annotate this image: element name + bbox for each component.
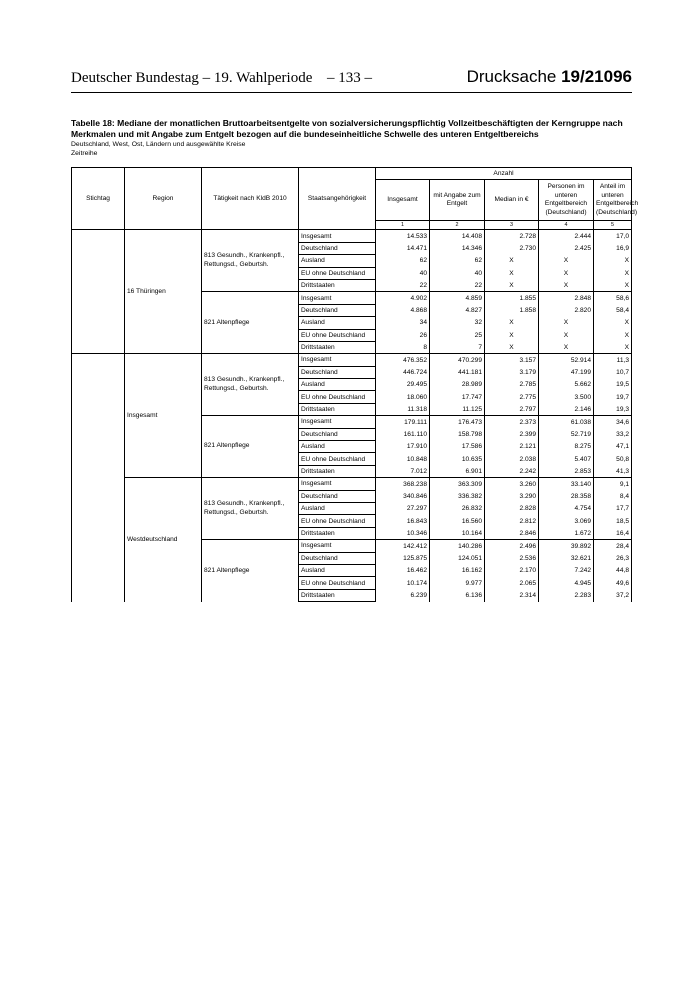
value-cell: 6.901 <box>430 465 485 477</box>
table-subtitle-zeitreihe: Zeitreihe <box>71 150 98 157</box>
value-cell: 470.299 <box>430 354 485 366</box>
value-cell: 16,4 <box>594 527 632 539</box>
value-cell: 17,7 <box>594 502 632 514</box>
staatsangehoerigkeit-cell: Insgesamt <box>299 478 376 490</box>
value-cell: 3.260 <box>485 478 539 490</box>
column-header: Personen im unteren Entgeltbereich (Deutschland) <box>539 180 594 221</box>
value-cell: 7.242 <box>539 564 594 576</box>
value-cell: 32 <box>430 317 485 329</box>
value-cell: X <box>594 317 632 329</box>
value-cell: 47.199 <box>539 366 594 378</box>
value-cell: 18.060 <box>376 391 430 403</box>
value-cell: 58,6 <box>594 292 632 304</box>
value-cell: X <box>539 329 594 341</box>
value-cell: 2.853 <box>539 465 594 477</box>
header-taetigkeit: Tätigkeit nach KldB 2010 <box>202 168 299 230</box>
value-cell: 2.846 <box>485 527 539 539</box>
value-cell: 10.174 <box>376 577 430 589</box>
value-cell: 28.989 <box>430 379 485 391</box>
column-header: Median in € <box>485 180 539 221</box>
header-stichtag: Stichtag <box>72 168 125 230</box>
value-cell: 2.828 <box>485 502 539 514</box>
stichtag-cell <box>72 230 125 354</box>
value-cell: 29.495 <box>376 379 430 391</box>
value-cell: 363.309 <box>430 478 485 490</box>
staatsangehoerigkeit-cell: Drittstaaten <box>299 589 376 601</box>
value-cell: 2.242 <box>485 465 539 477</box>
value-cell: 14.346 <box>430 242 485 254</box>
header-drucksache-number: 19/21096 <box>561 67 632 86</box>
value-cell: 2.146 <box>539 403 594 415</box>
value-cell: 33,2 <box>594 428 632 440</box>
column-header: Insgesamt <box>376 180 430 221</box>
value-cell: 17.747 <box>430 391 485 403</box>
value-cell: 10,7 <box>594 366 632 378</box>
column-number: 1 <box>376 221 430 230</box>
value-cell: 40 <box>376 267 430 279</box>
value-cell: 161.110 <box>376 428 430 440</box>
staatsangehoerigkeit-cell: Insgesamt <box>299 354 376 366</box>
value-cell: 2.170 <box>485 564 539 576</box>
value-cell: X <box>485 329 539 341</box>
value-cell: 25 <box>430 329 485 341</box>
taetigkeit-cell: 813 Gesundh., Krankenpfl., Rettungsd., Geburtsh. <box>202 354 299 416</box>
header-page-number: – 133 – <box>327 70 372 86</box>
value-cell: 9,1 <box>594 478 632 490</box>
table-row <box>72 354 632 366</box>
value-cell: 124.051 <box>430 552 485 564</box>
value-cell: 16.560 <box>430 515 485 527</box>
value-cell: X <box>539 317 594 329</box>
region-cell: 16 Thüringen <box>125 230 202 354</box>
value-cell: X <box>539 255 594 267</box>
table-row <box>72 478 632 490</box>
header-rule <box>71 92 632 93</box>
value-cell: 5.662 <box>539 379 594 391</box>
staatsangehoerigkeit-cell: Deutschland <box>299 242 376 254</box>
staatsangehoerigkeit-cell: Ausland <box>299 255 376 267</box>
value-cell: 62 <box>376 255 430 267</box>
value-cell: 2.812 <box>485 515 539 527</box>
value-cell: 6.239 <box>376 589 430 601</box>
value-cell: 2.728 <box>485 230 539 242</box>
value-cell: 52.719 <box>539 428 594 440</box>
value-cell: 11.318 <box>376 403 430 415</box>
value-cell: 446.724 <box>376 366 430 378</box>
value-cell: X <box>594 279 632 291</box>
value-cell: 27.297 <box>376 502 430 514</box>
value-cell: 3.500 <box>539 391 594 403</box>
value-cell: 3.290 <box>485 490 539 502</box>
value-cell: 476.352 <box>376 354 430 366</box>
value-cell: X <box>485 255 539 267</box>
value-cell: 4.754 <box>539 502 594 514</box>
value-cell: 4.945 <box>539 577 594 589</box>
value-cell: 3.069 <box>539 515 594 527</box>
staatsangehoerigkeit-cell: Insgesamt <box>299 230 376 242</box>
column-number: 2 <box>430 221 485 230</box>
value-cell: 6.136 <box>430 589 485 601</box>
value-cell: X <box>594 267 632 279</box>
table-row <box>72 230 632 242</box>
value-cell: 14.471 <box>376 242 430 254</box>
column-header: Anteil im unteren Entgeltbereich (Deutschland) <box>594 180 632 221</box>
staatsangehoerigkeit-cell: Insgesamt <box>299 540 376 552</box>
value-cell: 16.462 <box>376 564 430 576</box>
staatsangehoerigkeit-cell: Ausland <box>299 564 376 576</box>
staatsangehoerigkeit-cell: Drittstaaten <box>299 403 376 415</box>
data-table <box>71 167 639 602</box>
value-cell: 17.586 <box>430 441 485 453</box>
value-cell: 2.775 <box>485 391 539 403</box>
value-cell: 37,2 <box>594 589 632 601</box>
value-cell: 16.843 <box>376 515 430 527</box>
taetigkeit-cell: 813 Gesundh., Krankenpfl., Rettungsd., Geburtsh. <box>202 478 299 540</box>
column-number: 3 <box>485 221 539 230</box>
staatsangehoerigkeit-cell: EU ohne Deutschland <box>299 329 376 341</box>
value-cell: 32.621 <box>539 552 594 564</box>
value-cell: 7.012 <box>376 465 430 477</box>
value-cell: 19,7 <box>594 391 632 403</box>
staatsangehoerigkeit-cell: Deutschland <box>299 366 376 378</box>
value-cell: 34,6 <box>594 416 632 428</box>
value-cell: 10.164 <box>430 527 485 539</box>
value-cell: 3.157 <box>485 354 539 366</box>
region-cell: Westdeutschland <box>125 478 202 602</box>
value-cell: 1.855 <box>485 292 539 304</box>
value-cell: 2.444 <box>539 230 594 242</box>
value-cell: 7 <box>430 341 485 353</box>
staatsangehoerigkeit-cell: EU ohne Deutschland <box>299 391 376 403</box>
value-cell: 61.038 <box>539 416 594 428</box>
value-cell: 2.283 <box>539 589 594 601</box>
value-cell: X <box>594 255 632 267</box>
value-cell: 176.473 <box>430 416 485 428</box>
staatsangehoerigkeit-cell: EU ohne Deutschland <box>299 453 376 465</box>
staatsangehoerigkeit-cell: EU ohne Deutschland <box>299 267 376 279</box>
staatsangehoerigkeit-cell: Deutschland <box>299 304 376 316</box>
value-cell: 4.868 <box>376 304 430 316</box>
value-cell: X <box>485 279 539 291</box>
value-cell: 2.536 <box>485 552 539 564</box>
value-cell: 368.238 <box>376 478 430 490</box>
value-cell: 17.910 <box>376 441 430 453</box>
value-cell: 140.286 <box>430 540 485 552</box>
value-cell: 1.672 <box>539 527 594 539</box>
value-cell: 50,8 <box>594 453 632 465</box>
value-cell: 44,8 <box>594 564 632 576</box>
table-title: Tabelle 18: Mediane der monatlichen Bruttoarbeitsentgelte von sozialversicherungspflichtig Vollzeitbeschäftigten der Kerngruppe nach Merkmalen und mit Angabe zum Entgelt bezogen auf die bundeseinheitliche Schwelle des unteren Entgeltbereichs <box>71 118 623 139</box>
value-cell: 2.425 <box>539 242 594 254</box>
taetigkeit-cell: 813 Gesundh., Krankenpfl., Rettungsd., Geburtsh. <box>202 230 299 292</box>
value-cell: 8,4 <box>594 490 632 502</box>
table-subtitle: Deutschland, West, Ost, Ländern und ausgewählte Kreise <box>71 141 246 148</box>
value-cell: 4.859 <box>430 292 485 304</box>
value-cell: 2.399 <box>485 428 539 440</box>
value-cell: 33.140 <box>539 478 594 490</box>
staatsangehoerigkeit-cell: Insgesamt <box>299 292 376 304</box>
value-cell: 2.373 <box>485 416 539 428</box>
value-cell: 441.181 <box>430 366 485 378</box>
value-cell: 58,4 <box>594 304 632 316</box>
value-cell: 18,5 <box>594 515 632 527</box>
value-cell: 39.892 <box>539 540 594 552</box>
value-cell: 2.121 <box>485 441 539 453</box>
staatsangehoerigkeit-cell: Deutschland <box>299 552 376 564</box>
value-cell: 10.848 <box>376 453 430 465</box>
value-cell: 22 <box>376 279 430 291</box>
column-number: 5 <box>594 221 632 230</box>
value-cell: 17,0 <box>594 230 632 242</box>
value-cell: X <box>485 317 539 329</box>
value-cell: 11.125 <box>430 403 485 415</box>
value-cell: 14.533 <box>376 230 430 242</box>
value-cell: 16.162 <box>430 564 485 576</box>
value-cell: 2.065 <box>485 577 539 589</box>
staatsangehoerigkeit-cell: Ausland <box>299 502 376 514</box>
value-cell: 9.977 <box>430 577 485 589</box>
value-cell: 28.358 <box>539 490 594 502</box>
value-cell: 28,4 <box>594 540 632 552</box>
value-cell: 336.382 <box>430 490 485 502</box>
staatsangehoerigkeit-cell: Deutschland <box>299 490 376 502</box>
value-cell: 26 <box>376 329 430 341</box>
value-cell: 16,9 <box>594 242 632 254</box>
value-cell: X <box>594 341 632 353</box>
staatsangehoerigkeit-cell: Drittstaaten <box>299 465 376 477</box>
value-cell: 2.797 <box>485 403 539 415</box>
staatsangehoerigkeit-cell: Drittstaaten <box>299 279 376 291</box>
header-publication: Deutscher Bundestag – 19. Wahlperiode <box>71 70 313 86</box>
staatsangehoerigkeit-cell: Drittstaaten <box>299 341 376 353</box>
value-cell: 4.827 <box>430 304 485 316</box>
staatsangehoerigkeit-cell: EU ohne Deutschland <box>299 515 376 527</box>
value-cell: 19,3 <box>594 403 632 415</box>
value-cell: 5.407 <box>539 453 594 465</box>
value-cell: 158.798 <box>430 428 485 440</box>
value-cell: 2.496 <box>485 540 539 552</box>
taetigkeit-cell: 821 Altenpflege <box>202 416 299 478</box>
value-cell: 8.275 <box>539 441 594 453</box>
value-cell: 10.635 <box>430 453 485 465</box>
value-cell: 1.858 <box>485 304 539 316</box>
value-cell: 22 <box>430 279 485 291</box>
value-cell: 49,6 <box>594 577 632 589</box>
staatsangehoerigkeit-cell: Insgesamt <box>299 416 376 428</box>
value-cell: X <box>594 329 632 341</box>
value-cell: 8 <box>376 341 430 353</box>
value-cell: 11,3 <box>594 354 632 366</box>
value-cell: 125.875 <box>376 552 430 564</box>
value-cell: 19,5 <box>594 379 632 391</box>
value-cell: 2.730 <box>485 242 539 254</box>
value-cell: 34 <box>376 317 430 329</box>
header-drucksache-label: Drucksache <box>466 67 562 86</box>
value-cell: 179.111 <box>376 416 430 428</box>
value-cell: 10.346 <box>376 527 430 539</box>
column-number: 4 <box>539 221 594 230</box>
value-cell: 52.914 <box>539 354 594 366</box>
value-cell: 41,3 <box>594 465 632 477</box>
staatsangehoerigkeit-cell: Deutschland <box>299 428 376 440</box>
staatsangehoerigkeit-cell: Drittstaaten <box>299 527 376 539</box>
value-cell: 4.902 <box>376 292 430 304</box>
value-cell: 2.785 <box>485 379 539 391</box>
stichtag-cell <box>72 354 125 602</box>
value-cell: 14.408 <box>430 230 485 242</box>
region-cell: Insgesamt <box>125 354 202 478</box>
value-cell: 2.314 <box>485 589 539 601</box>
header-region: Region <box>125 168 202 230</box>
value-cell: 2.820 <box>539 304 594 316</box>
staatsangehoerigkeit-cell: Ausland <box>299 379 376 391</box>
value-cell: 3.179 <box>485 366 539 378</box>
value-cell: 62 <box>430 255 485 267</box>
staatsangehoerigkeit-cell: EU ohne Deutschland <box>299 577 376 589</box>
column-header: mit Angabe zum Entgelt <box>430 180 485 221</box>
header-anzahl: Anzahl <box>376 168 632 180</box>
value-cell: 47,1 <box>594 441 632 453</box>
page-header <box>71 64 632 94</box>
value-cell: X <box>539 341 594 353</box>
value-cell: X <box>539 279 594 291</box>
value-cell: 26.832 <box>430 502 485 514</box>
value-cell: X <box>485 341 539 353</box>
taetigkeit-cell: 821 Altenpflege <box>202 540 299 602</box>
value-cell: 2.848 <box>539 292 594 304</box>
staatsangehoerigkeit-cell: Ausland <box>299 317 376 329</box>
value-cell: 26,3 <box>594 552 632 564</box>
value-cell: X <box>485 267 539 279</box>
taetigkeit-cell: 821 Altenpflege <box>202 292 299 354</box>
value-cell: 40 <box>430 267 485 279</box>
header-drucksache <box>467 67 632 87</box>
value-cell: X <box>539 267 594 279</box>
staatsangehoerigkeit-cell: Ausland <box>299 441 376 453</box>
value-cell: 142.412 <box>376 540 430 552</box>
value-cell: 340.846 <box>376 490 430 502</box>
value-cell: 2.038 <box>485 453 539 465</box>
header-staatsangehoerigkeit: Staatsangehörigkeit <box>299 168 376 230</box>
